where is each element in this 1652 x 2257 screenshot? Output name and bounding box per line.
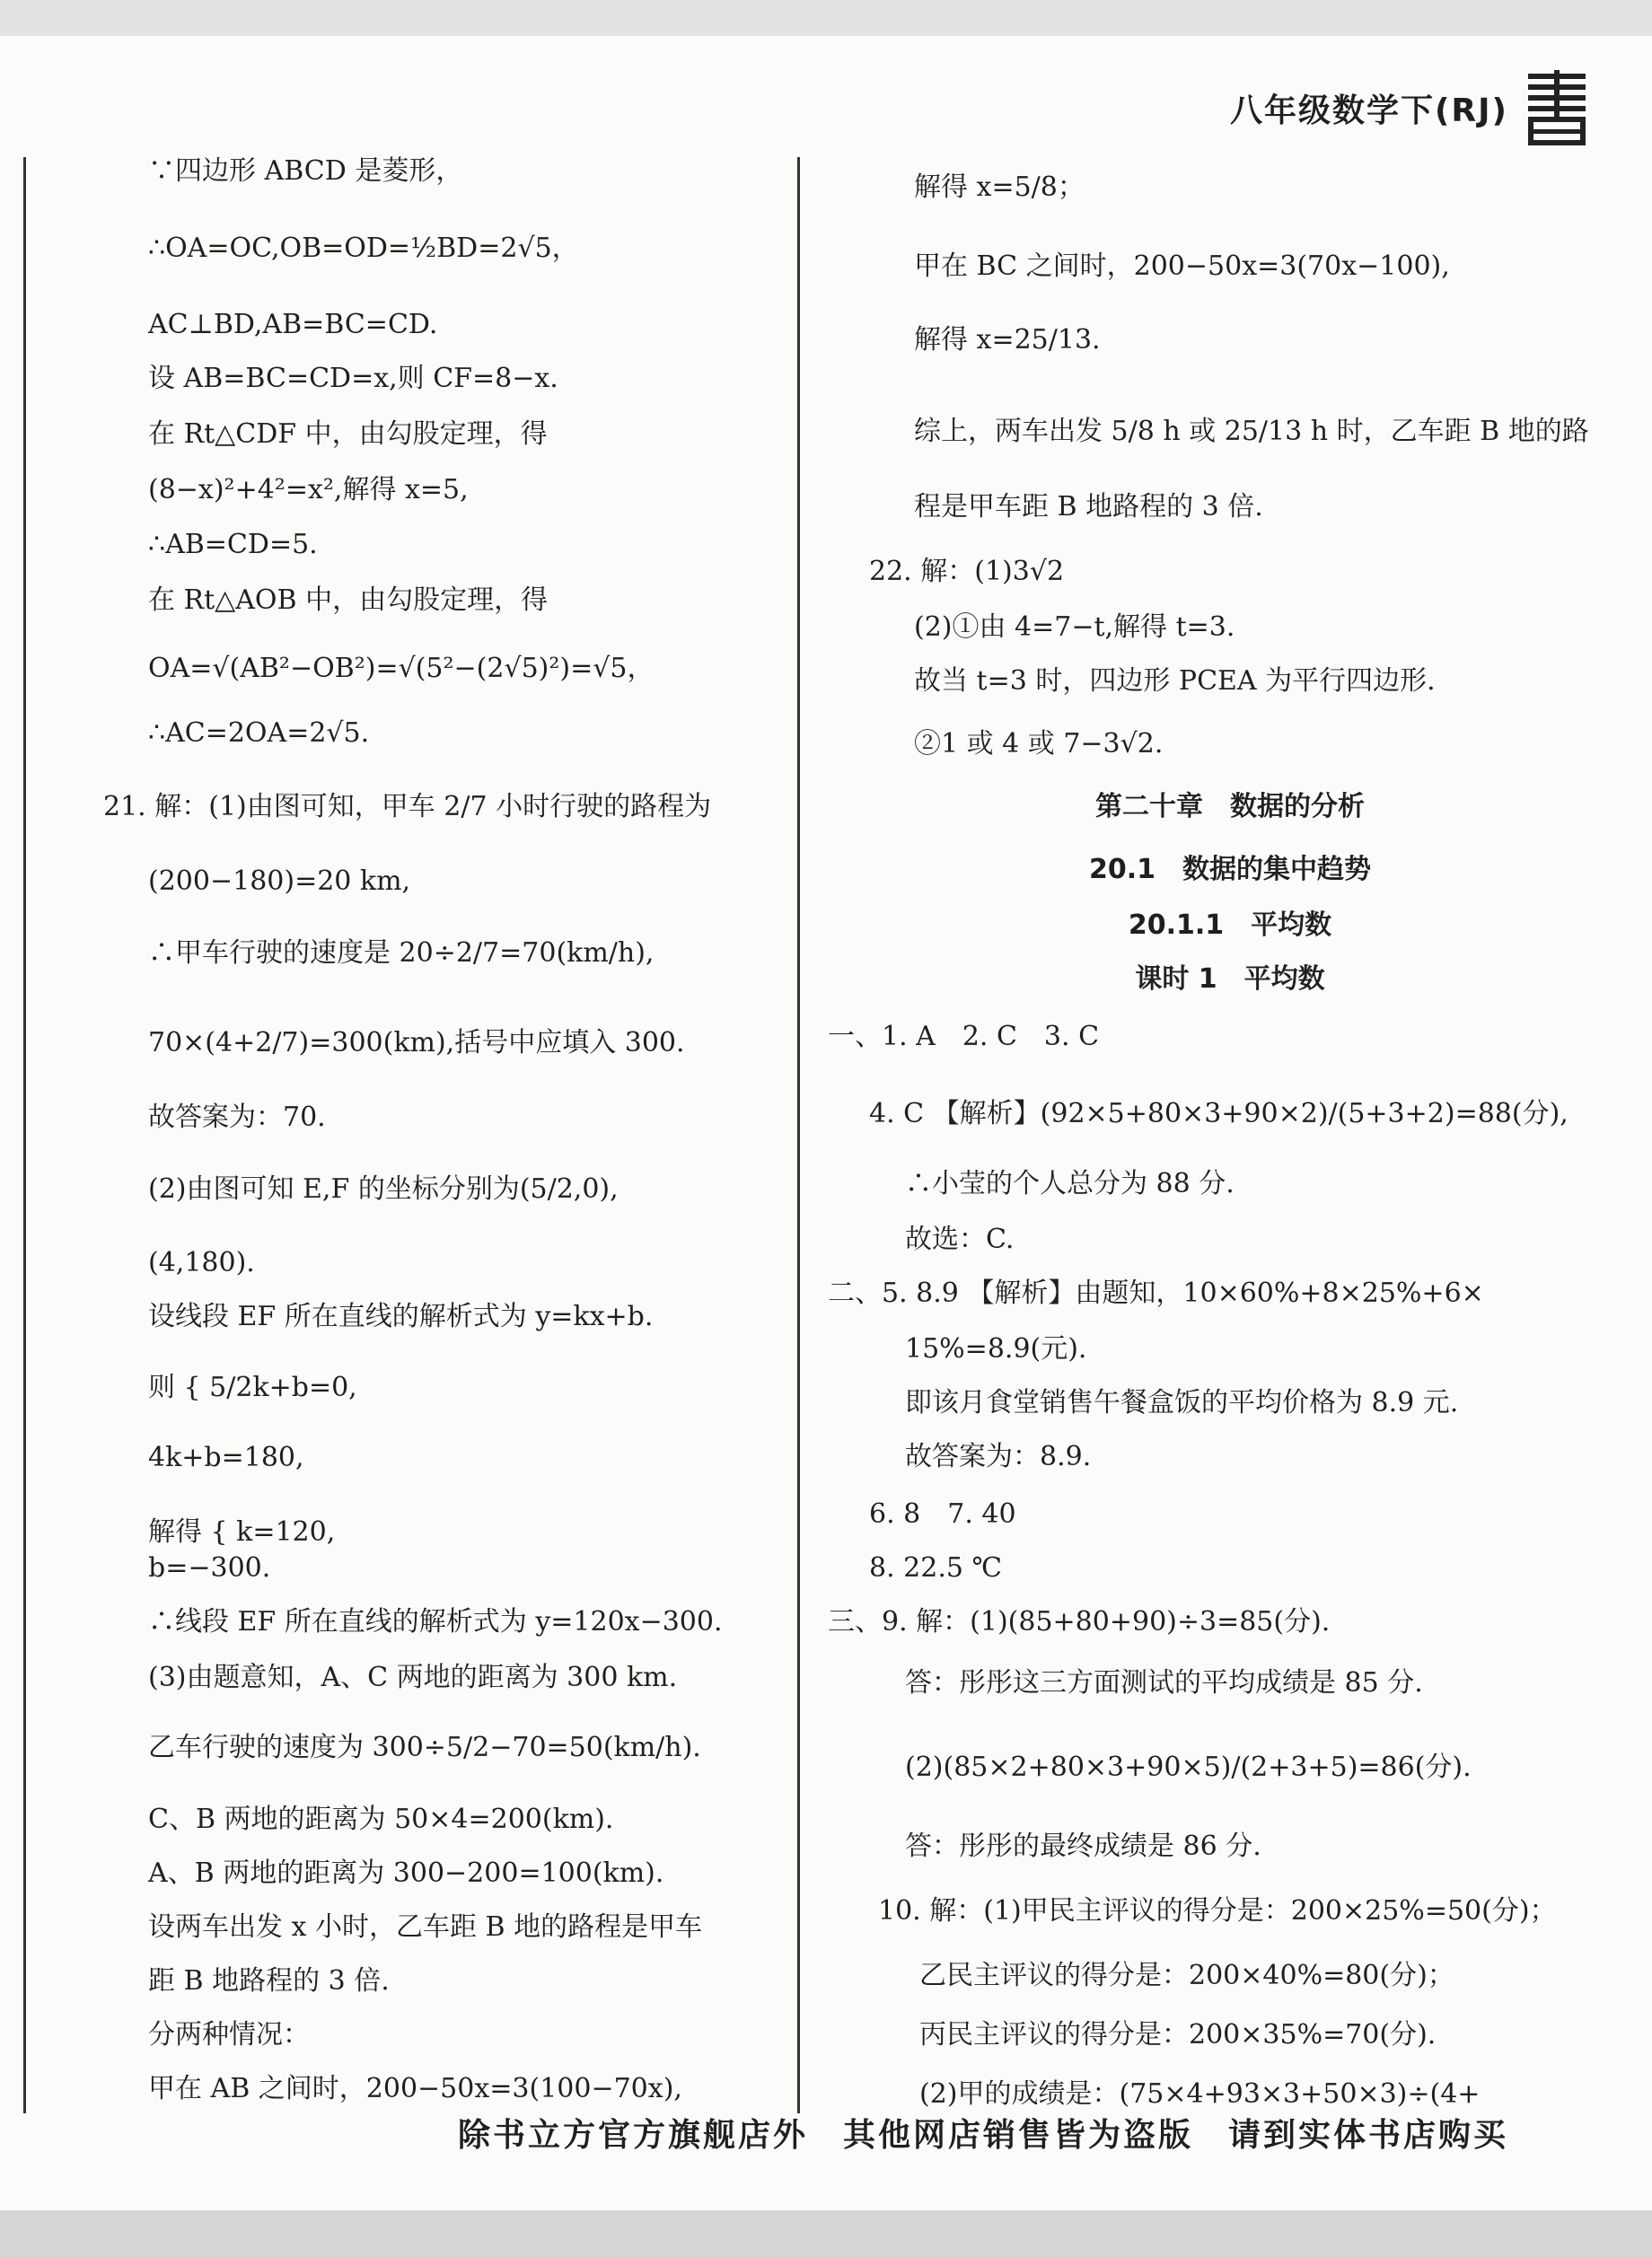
text-line: 分两种情况：	[148, 2019, 310, 2051]
text-line: A、B 两地的距离为 300−200=100(km).	[148, 1857, 664, 1889]
text-line: 乙车行驶的速度为 300÷5/2−70=50(km/h).	[148, 1732, 701, 1763]
answer-line: 三、9. 解：(1)(85+80+90)÷3=85(分).	[828, 1606, 1331, 1638]
text-line: 15%=8.9(元).	[905, 1333, 1087, 1365]
text-line: ∴AC=2OA=2√5.	[148, 717, 370, 749]
text-line: 甲在 BC 之间时，200−50x=3(70x−100),	[914, 250, 1450, 282]
answer-line: 二、5. 8.9 【解析】由题知，10×60%+8×25%+6×	[828, 1278, 1484, 1309]
column-divider	[797, 157, 800, 2113]
subsection-title: 20.1.1 平均数	[1128, 909, 1332, 941]
text-line: 故当 t=3 时，四边形 PCEA 为平行四边形.	[914, 665, 1436, 697]
text-line: AC⊥BD,AB=BC=CD.	[148, 309, 438, 340]
text-line: 解得 { k=120,	[148, 1516, 336, 1548]
problem-22: 22. 解：(1)3√2	[869, 556, 1065, 587]
text-line: b=−300.	[148, 1552, 271, 1584]
text-line: 故选：C.	[905, 1224, 1015, 1255]
text-line: ②1 或 4 或 7−3√2.	[914, 728, 1164, 760]
text-line: 答：彤彤的最终成绩是 86 分.	[905, 1831, 1261, 1862]
lesson-title: 课时 1 平均数	[1135, 963, 1325, 995]
answer-line: 一、1. A 2. C 3. C	[828, 1021, 1100, 1052]
text-line: (2)甲的成绩是：(75×4+93×3+50×3)÷(4+	[919, 2078, 1481, 2110]
text-line: C、B 两地的距离为 50×4=200(km).	[148, 1804, 614, 1835]
text-line: 故答案为：70.	[148, 1102, 326, 1133]
text-line: 甲在 AB 之间时，200−50x=3(100−70x),	[148, 2073, 682, 2104]
text-line: ∴OA=OC,OB=OD=½BD=2√5，	[148, 233, 579, 264]
problem-21: 21. 解：(1)由图可知，甲车 2/7 小时行驶的路程为	[103, 791, 712, 822]
text-line: 70×(4+2/7)=300(km),括号中应填入 300.	[148, 1027, 685, 1058]
answer-line: 8. 22.5 ℃	[869, 1552, 1003, 1584]
text-line: 距 B 地路程的 3 倍.	[148, 1965, 390, 1997]
text-line: 设两车出发 x 小时，乙车距 B 地的路程是甲车	[148, 1911, 703, 1943]
answer-line: 4. C 【解析】(92×5+80×3+90×2)/(5+3+2)=88(分),	[869, 1098, 1569, 1129]
text-line: (200−180)=20 km,	[148, 865, 411, 897]
text-line: 答：彤彤这三方面测试的平均成绩是 85 分.	[905, 1667, 1423, 1699]
left-margin-rule	[23, 157, 26, 2113]
anti-piracy-footer: 除书立方官方旗舰店外 其他网店销售皆为盗版 请到实体书店购买	[458, 2117, 1509, 2154]
answer-line: 6. 8 7. 40	[869, 1498, 1016, 1530]
problem-10: 10. 解：(1)甲民主评议的得分是：200×25%=50(分)；	[878, 1895, 1557, 1927]
section-title: 20.1 数据的集中趋势	[1088, 854, 1372, 885]
text-line: (2)由图可知 E,F 的坐标分别为(5/2,0),	[148, 1173, 619, 1205]
text-line: ∴AB=CD=5.	[148, 529, 318, 560]
text-line: ∴小莹的个人总分为 88 分.	[905, 1168, 1235, 1199]
text-line: ∵四边形 ABCD 是菱形，	[148, 155, 463, 187]
text-line: 设线段 EF 所在直线的解析式为 y=kx+b.	[148, 1301, 654, 1332]
text-line: 4k+b=180,	[148, 1442, 304, 1473]
text-line: ∴甲车行驶的速度是 20÷2/7=70(km/h),	[148, 937, 655, 969]
text-line: OA=√(AB²−OB²)=√(5²−(2√5)²)=√5，	[148, 653, 655, 684]
text-line: 设 AB=BC=CD=x,则 CF=8−x.	[148, 363, 558, 394]
text-line: 则 { 5/2k+b=0,	[148, 1372, 357, 1403]
text-line: (2)①由 4=7−t,解得 t=3.	[914, 611, 1235, 643]
text-line: 故答案为：8.9.	[905, 1441, 1092, 1472]
text-line: 程是甲车距 B 地路程的 3 倍.	[914, 491, 1263, 523]
bottom-scan-border	[0, 2210, 1652, 2257]
text-line: ∴线段 EF 所在直线的解析式为 y=120x−300.	[148, 1606, 723, 1638]
text-line: 在 Rt△CDF 中，由勾股定理，得	[148, 418, 548, 450]
text-line: (3)由题意知，A、C 两地的距离为 300 km.	[148, 1662, 678, 1693]
text-line: (2)(85×2+80×3+90×5)/(2+3+5)=86(分).	[905, 1752, 1472, 1783]
text-line: (8−x)²+4²=x²,解得 x=5,	[148, 474, 469, 505]
page-header-title: 八年级数学下(RJ)	[1229, 92, 1508, 129]
text-line: 解得 x=5/8；	[914, 171, 1085, 203]
text-line: 综上，两车出发 5/8 h 或 25/13 h 时，乙车距 B 地的路	[914, 416, 1589, 447]
text-line: 丙民主评议的得分是：200×35%=70(分).	[919, 2019, 1437, 2051]
text-line: 解得 x=25/13.	[914, 324, 1101, 356]
text-line: 在 Rt△AOB 中，由勾股定理，得	[148, 584, 549, 616]
text-line: 即该月食堂销售午餐盒饭的平均价格为 8.9 元.	[905, 1387, 1459, 1418]
chapter-title: 第二十章 数据的分析	[1095, 791, 1365, 822]
text-line: (4,180).	[148, 1247, 255, 1278]
text-line: 乙民主评议的得分是：200×40%=80(分)；	[919, 1960, 1454, 1991]
publisher-logo-icon	[1523, 70, 1591, 147]
